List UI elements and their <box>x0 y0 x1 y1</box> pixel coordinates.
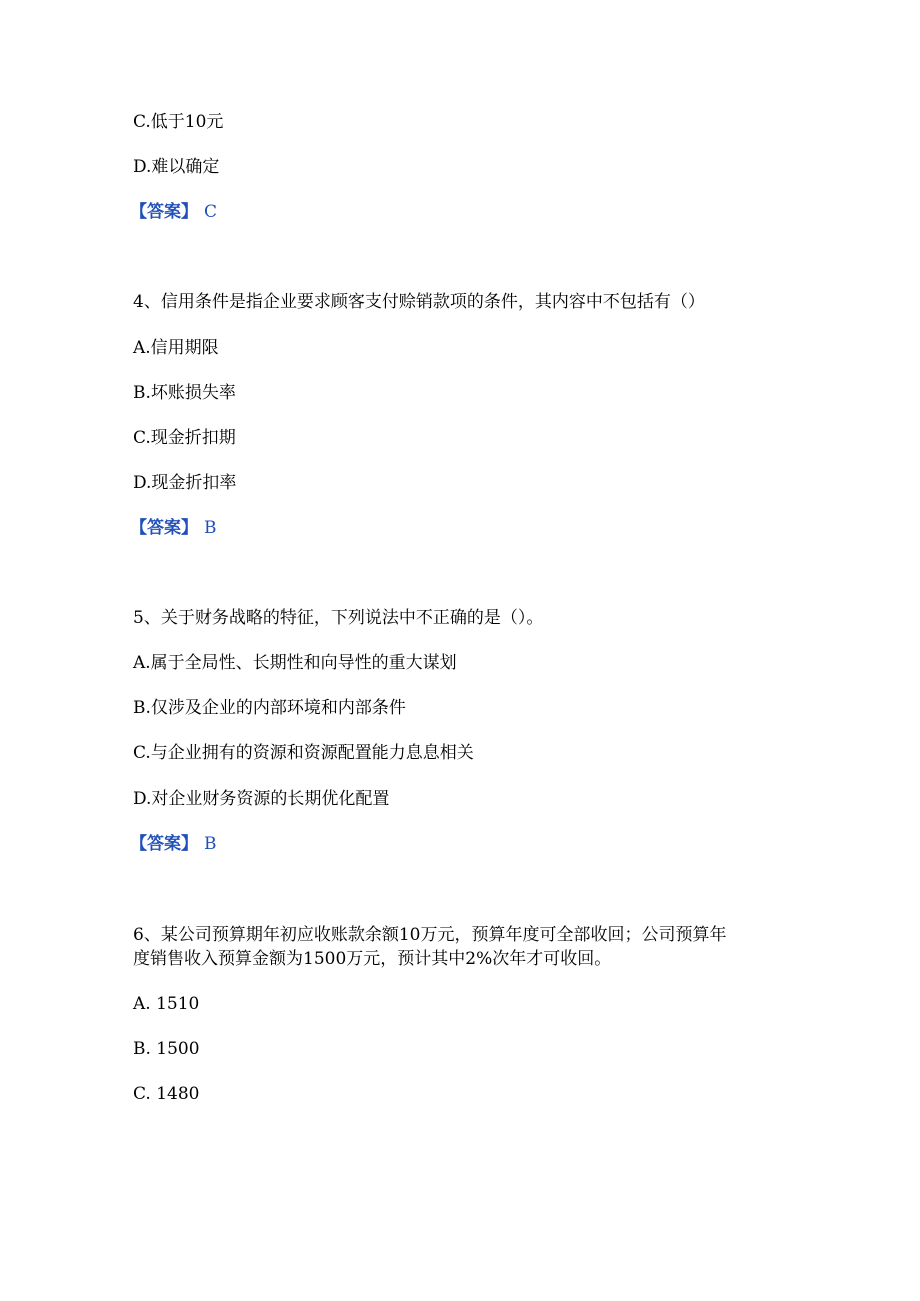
q4-answer <box>130 517 217 539</box>
q6-option-a: A. 1510 <box>133 994 200 1014</box>
q5-answer <box>130 833 217 855</box>
q5-answer-label: 【答案】 <box>130 834 198 854</box>
q4-option-a: A.信用期限 <box>133 338 219 358</box>
q4-option-c: C.现金折扣期 <box>133 428 236 448</box>
q3-answer-value: C <box>204 202 218 222</box>
q6-stem-line-1: 6、某公司预算期年初应收账款余额10万元，预算年度可全部收回；公司预算年 <box>133 925 727 945</box>
q4-answer-value: B <box>204 518 217 538</box>
q5-option-d: D.对企业财务资源的长期优化配置 <box>133 789 390 809</box>
q4-stem: 4、信用条件是指企业要求顾客支付赊销款项的条件，其内容中不包括有（） <box>133 292 705 312</box>
q4-answer-label: 【答案】 <box>130 518 198 538</box>
q3-answer <box>130 201 217 223</box>
q4-option-b: B.坏账损失率 <box>133 383 236 403</box>
q3-option-c: C.低于10元 <box>133 112 224 132</box>
q3-answer-label: 【答案】 <box>130 202 198 222</box>
q6-option-c: C. 1480 <box>133 1084 200 1104</box>
q5-answer-value: B <box>204 834 217 854</box>
q4-option-d: D.现金折扣率 <box>133 473 237 493</box>
q5-option-b: B.仅涉及企业的内部环境和内部条件 <box>133 698 406 718</box>
q3-option-d: D.难以确定 <box>133 157 220 177</box>
q5-option-a: A.属于全局性、长期性和向导性的重大谋划 <box>133 653 457 673</box>
q5-stem: 5、关于财务战略的特征，下列说法中不正确的是（）。 <box>133 608 544 628</box>
q5-option-c: C.与企业拥有的资源和资源配置能力息息相关 <box>133 743 474 763</box>
q6-stem-line-2: 度销售收入预算金额为1500万元，预计其中2%次年才可收回。 <box>133 949 612 969</box>
q6-option-b: B. 1500 <box>133 1039 200 1059</box>
